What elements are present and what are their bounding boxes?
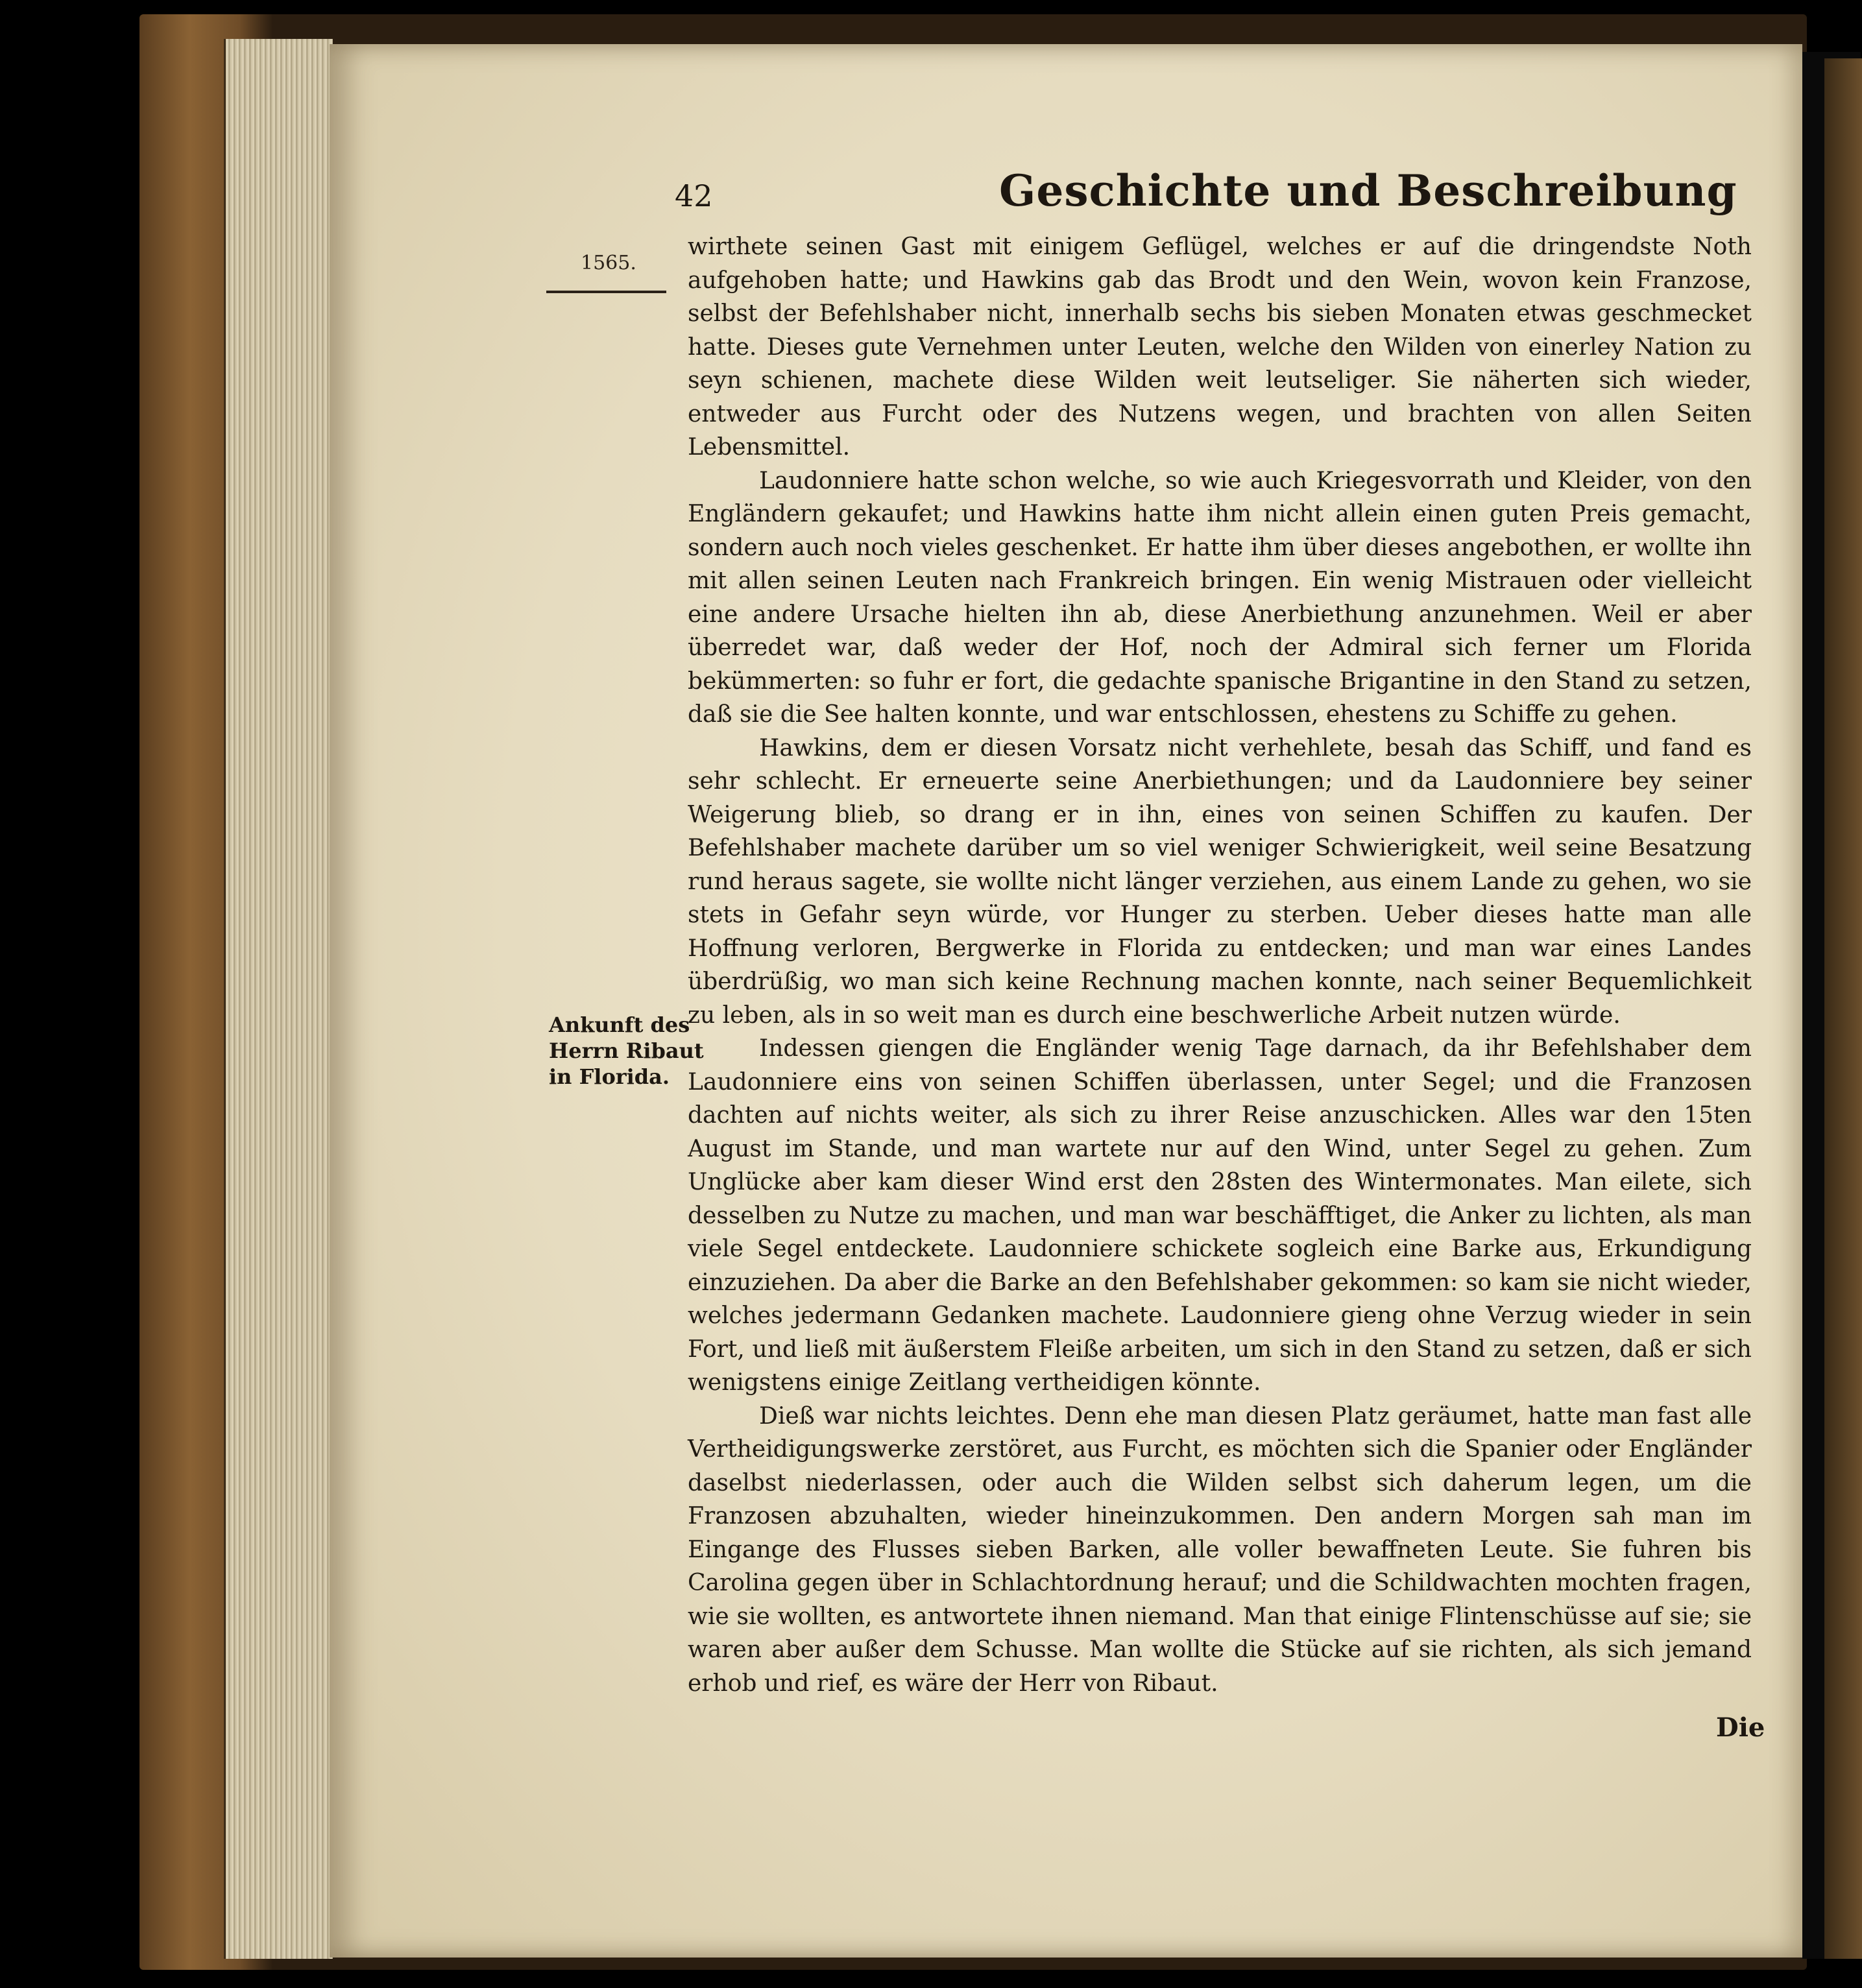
catchword: Die [1716,1712,1765,1743]
page-number: 42 [675,178,713,213]
page-edges [224,39,333,1959]
margin-note [549,1012,704,1090]
margin-note-line: Herrn Ribaut [549,1038,704,1063]
margin-rule [546,291,666,293]
facing-page-edge [1824,58,1862,1959]
paragraph: Dieß war nichts leichtes. Denn ehe man diesen Platz geräumet, hatte man fast alle Vertheidigungswerke zerstöret, aus Furcht, es möchten sich die Spanier oder Engländer daselbst niederlassen, oder auch die Wilden selbst sich daherum legen, um die Franzosen abzuhalten, wieder hineinzukommen. Den andern Morgen sah man im Eingange des Flusses sieben Barken, alle voller bewaffneten Leute. Sie fuhren bis Carolina gegen über in Schlachtordnung herauf; und die Schildwachten mochten fragen, wie sie wollten, es antwortete ihnen niemand. Man that einige Flintenschüsse auf sie; sie waren aber außer dem Schusse. Man wollte die Stücke auf sie richten, als sich jemand erhob und rief, es wäre der Herr von Ribaut. [688,1402,1752,1697]
paragraph: Laudonniere hatte schon welche, so wie auch Kriegesvorrath und Kleider, von den Engländern gekaufet; und Hawkins hatte ihm nicht allein einen guten Preis gemacht, sondern auch noch vieles geschenket. Er hatte ihm über dieses angebothen, er wollte ihn mit allen seinen Leuten nach Frankreich bringen. Ein wenig Mistrauen oder vielleicht eine andere Ursache hielten ihn ab, diese Anerbiethung anzunehmen. Weil er aber überredet war, daß weder der Hof, noch der Admiral sich ferner um Florida bekümmerten: so fuhr er fort, die gedachte spanische Brigantine in den Stand zu setzen, daß sie die See halten konnte, und war entschlossen, ehestens zu Schiffe zu gehen. [688,467,1752,728]
margin-note-line: Ankunft des [549,1012,690,1037]
body-text [688,230,1752,1700]
running-head: Geschichte und Beschreibung [999,165,1737,216]
paragraph: Indessen giengen die Engländer wenig Tage darnach, da ihr Befehlshaber dem Laudonniere eins von seinen Schiffen überlassen, unter Segel; und die Franzosen dachten auf nichts weiter, als sich zu ihrer Reise anzuschicken. Alles war den 15ten August im Stande, und man wartete nur auf den Wind, unter Segel zu gehen. Zum Unglücke aber kam dieser Wind erst den 28sten des Wintermonates. Man eilete, sich desselben zu Nutze zu machen, und man war beschäfftiget, die Anker zu lichten, als man viele Segel entdeckete. Laudonniere schickete sogleich eine Barke aus, Erkundigung einzuziehen. Da aber die Barke an den Befehlshaber gekommen: so kam sie nicht wieder, welches jedermann Gedanken machete. Laudonniere gieng ohne Verzug wieder in sein Fort, und ließ mit äußerstem Fleiße arbeiten, um sich in den Stand zu setzen, daß er sich wenigstens einige Zeitlang vertheidigen könnte. [688,1035,1752,1396]
paragraph: wirthete seinen Gast mit einigem Geflügel, welches er auf die dringendste Noth aufgehoben hatte; und Hawkins gab das Brodt und den Wein, wovon kein Franzose, selbst der Befehlshaber nicht, innerhalb sechs bis sieben Monaten etwas geschmecket hatte. Dieses gute Vernehmen unter Leuten, welche den Wilden von einerley Nation zu seyn schienen, machete diese Wilden weit leutseliger. Sie näherten sich wieder, entweder aus Furcht oder des Nutzens wegen, und brachten von allen Seiten Lebensmittel. [688,234,1752,461]
margin-note-line: in Florida. [549,1064,670,1089]
margin-year: 1565. [581,252,636,274]
paragraph: Hawkins, dem er diesen Vorsatz nicht verhehlete, besah das Schiff, und fand es sehr schlecht. Er erneuerte seine Anerbiethungen; und da Laudonniere bey seiner Weigerung blieb, so drang er in ihn, eines von seinen Schiffen zu kaufen. Der Befehlshaber machete darüber um so viel weniger Schwierigkeit, weil seine Besatzung rund heraus sagete, sie wollte nicht länger verziehen, aus einem Lande zu gehen, wo sie stets in Gefahr seyn würde, vor Hunger zu sterben. Ueber dieses hatte man alle Hoffnung verloren, Bergwerke in Florida zu entdecken; und man war eines Landes überdrüßig, wo man sich keine Rechnung machen konnte, nach seiner Bequemlichkeit zu leben, als in so weit man es durch eine beschwerliche Arbeit nutzen würde. [688,734,1752,1029]
page-header [675,165,1791,224]
